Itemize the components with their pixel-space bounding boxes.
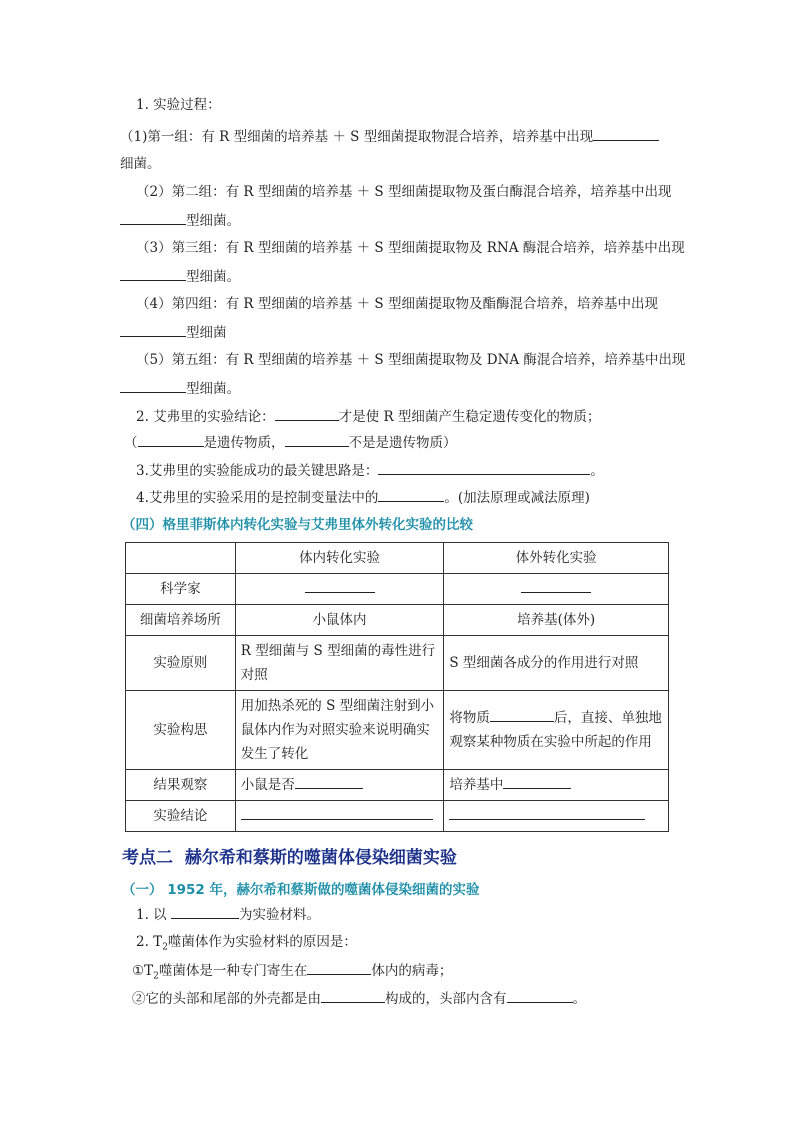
key-idea-end: 。 [590,463,604,479]
group4-line2 [120,322,227,343]
kaodian2-label: 考点二 [122,848,173,868]
answer-blank[interactable] [295,774,363,789]
answer-blank[interactable] [449,805,645,820]
table-cell: 小鼠体内 [235,605,444,636]
table-row [126,543,669,574]
group4-text: 型细菌 [186,325,227,341]
reason-prefix: 2. T [136,934,163,950]
reason2-text: ②它的头部和尾部的外壳都是由 [132,991,321,1007]
table-header: 体内转化实验 [235,543,444,574]
table-cell: 细菌培养场所 [126,605,236,636]
principle-label: 4.艾弗里的实验采用的是控制变量法中的 [136,490,379,506]
reason2-line [132,988,586,1009]
reason2-text2: 构成的，头部内含有 [385,991,507,1007]
subscript: 2 [153,971,159,982]
group1-text: （1)第一组：有 R 型细菌的培养基 ＋ S 型细菌提取物混合培养，培养基中出现 [120,129,594,145]
group1-line [120,126,659,147]
answer-blank[interactable] [120,266,186,281]
answer-blank[interactable] [120,378,186,393]
answer-blank[interactable] [120,210,186,225]
table-cell: 科学家 [126,574,236,605]
answer-blank[interactable] [307,960,371,975]
obs-text2: 培养基中 [449,777,504,793]
group5-line2 [120,378,240,399]
table-cell [235,801,444,832]
table-cell [444,574,669,605]
table-cell: 实验原则 [126,636,236,691]
reason1-line [132,960,452,987]
table-cell [444,691,669,770]
table-cell: R 型细菌与 S 型细菌的毒性进行对照 [235,636,444,691]
answer-blank[interactable] [241,805,433,820]
subsection1-title: （一） 1952 年，赫尔希和蔡斯做的噬菌体侵染细菌的实验 [122,882,480,898]
group5-line: （5）第五组：有 R 型细菌的培养基 ＋ S 型细菌提取物及 DNA 酶混合培养，培养基中出现 [136,352,686,368]
reason1-text: 噬菌体是一种专门寄生在 [158,963,308,979]
group2-line: （2）第二组：有 R 型细菌的培养基 ＋ S 型细菌提取物及蛋白酶混合培养，培养基中出现 [136,184,672,200]
material-label: 1. 以 [136,907,167,923]
table-row [126,770,669,801]
group3-text: 型细菌。 [186,269,240,285]
principle-line [136,487,590,508]
table-cell [235,770,444,801]
table-cell [444,801,669,832]
reason1-end: 体内的病毒； [371,963,453,979]
key-idea-label: 3.艾弗里的实验能成功的最关键思路是： [136,463,379,479]
subscript: 2 [162,942,168,953]
material-end: 为实验材料。 [238,907,320,923]
table-cell: 实验构思 [126,691,236,770]
answer-blank[interactable] [120,322,186,337]
reason1-prefix: ①T [132,963,154,979]
table-cell [444,770,669,801]
group4-line: （4）第四组：有 R 型细菌的培养基 ＋ S 型细菌提取物及酯酶混合培养，培养基中出现 [136,296,658,312]
answer-blank[interactable] [507,988,573,1003]
paren-open: （ [124,435,138,451]
answer-blank[interactable] [490,707,554,722]
table-cell: 实验结论 [126,801,236,832]
answer-blank[interactable] [378,460,590,475]
answer-blank[interactable] [503,774,571,789]
answer-blank[interactable] [285,432,349,447]
key-idea-line [136,460,604,481]
answer-blank[interactable] [521,578,591,593]
comparison-table [125,542,669,832]
reason-title [136,932,357,958]
kaodian2-title: 赫尔希和蔡斯的噬菌体侵染细菌实验 [184,848,457,868]
conclusion-line [136,406,600,427]
answer-blank[interactable] [593,126,659,141]
table-row [126,605,669,636]
reason-text: 噬菌体作为实验材料的原因是： [167,934,357,950]
answer-blank[interactable] [138,432,204,447]
table-cell: 培养基(体外) [444,605,669,636]
conclusion-line2 [124,432,457,453]
reason2-end: 。 [572,991,586,1007]
conclusion-text2: 是遗传物质， [203,435,285,451]
answer-blank[interactable] [275,406,339,421]
process-title: 1. 实验过程： [136,97,221,113]
material-line [136,904,320,925]
obs-text: 小鼠是否 [240,777,295,793]
section4-title: （四）格里菲斯体内转化实验与艾弗里体外转化实验的比较 [122,517,473,533]
table-row [126,691,669,770]
conclusion-label: 2. 艾弗里的实验结论： [136,409,275,425]
table-row [126,574,669,605]
group3-line: （3）第三组：有 R 型细菌的培养基 ＋ S 型细菌提取物及 RNA 酶混合培养，培养基中出现 [136,240,685,256]
idea-text2: 后，直接、单独地观察某种物质在实验中所起的作用 [449,710,662,750]
table-header: 体外转化实验 [444,543,669,574]
principle-end: 。(加法原理或减法原理) [444,490,590,506]
table-cell: 用加热杀死的 S 型细菌注射到小鼠体内作为对照实验来说明确实发生了转化 [235,691,444,770]
group3-line2 [120,266,240,287]
table-cell: 结果观察 [126,770,236,801]
group2-line2 [120,210,240,231]
table-cell [235,574,444,605]
table-row [126,636,669,691]
idea-text: 将物质 [449,710,490,726]
answer-blank[interactable] [378,487,444,502]
group1-line2: 细菌。 [120,156,161,172]
group5-text: 型细菌。 [186,381,240,397]
answer-blank[interactable] [321,988,385,1003]
answer-blank[interactable] [171,904,239,919]
table-cell [126,543,236,574]
table-row [126,801,669,832]
table-cell: S 型细菌各成分的作用进行对照 [444,636,669,691]
kaodian2-heading [122,846,457,870]
answer-blank[interactable] [305,578,375,593]
conclusion-text: 才是使 R 型细菌产生稳定遗传变化的物质； [338,409,601,425]
conclusion-text3: 不是是遗传物质） [348,435,457,451]
group2-text: 型细菌。 [186,213,240,229]
